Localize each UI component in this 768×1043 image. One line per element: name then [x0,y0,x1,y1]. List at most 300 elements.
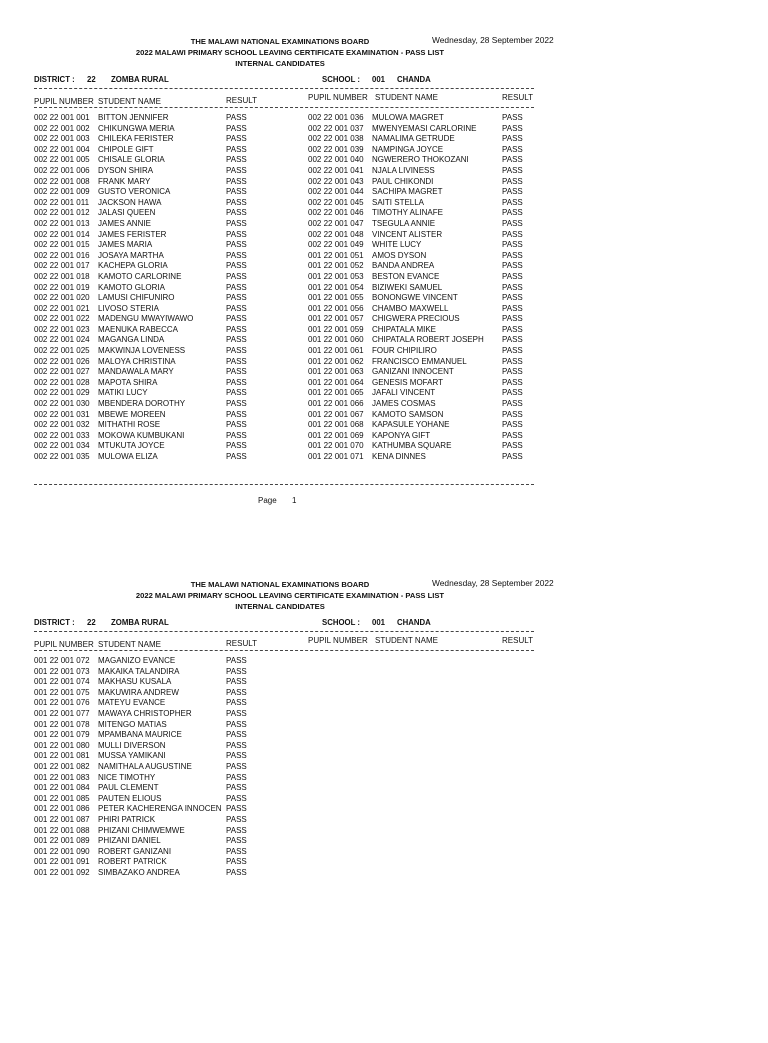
pupil-number: 001 22 001 073 [34,666,90,676]
pupil-number: 002 22 001 004 [34,144,90,154]
col-student-name: STUDENT NAME [98,97,161,106]
result: PASS [226,687,247,697]
result: PASS [502,113,523,122]
result: PASS [502,346,523,356]
result: PASS [226,857,247,867]
result: PASS [502,271,523,281]
student-name: BONONGWE VINCENT [372,293,458,303]
student-name: PAUTEN ELIOUS [98,793,162,803]
exam-title: 2022 MALAWI PRIMARY SCHOOL LEAVING CERTIFICATE EXAMINATION - PASS LIST [135,48,445,57]
result: PASS [226,335,247,345]
student-name: MAENUKA RABECCA [98,324,179,334]
student-name: GUSTO VERONICA [98,187,171,197]
student-name: NAMPINGA JOYCE [372,144,444,154]
student-name: SIMBAZAKO ANDREA [98,867,180,877]
result: PASS [226,113,247,122]
pupil-number: 002 22 001 017 [34,261,90,271]
pupil-number: 002 22 001 031 [34,409,90,419]
student-name: NJALA LIVINESS [372,165,435,175]
student-name: BESTON EVANCE [372,271,440,281]
result: PASS [226,134,247,144]
student-name: LIVOSO STERIA [98,303,159,313]
result: PASS [502,293,523,303]
result: PASS [226,698,247,708]
result: PASS [226,356,247,366]
student-name: MATEYU EVANCE [98,698,166,708]
pupil-number: 002 22 001 046 [308,208,364,218]
pupil-number: 001 22 001 077 [34,708,90,718]
result: PASS [226,123,247,133]
student-name: MALOYA CHRISTINA [98,356,176,366]
pupil-number: 001 22 001 052 [308,261,364,271]
student-name: MADENGU MWAYIWAWO [98,314,194,324]
result: PASS [502,356,523,366]
student-name: JAMES MARIA [98,240,153,250]
student-name: MAGANGA LINDA [98,335,165,345]
pupil-number: 001 22 001 071 [308,452,364,461]
pupil-number: 001 22 001 057 [308,314,364,324]
pupil-number: 002 22 001 034 [34,441,90,451]
student-name: VINCENT ALISTER [372,229,443,239]
result: PASS [226,324,247,334]
school-label: SCHOOL : [322,75,360,84]
pupil-number: 001 22 001 067 [308,409,364,419]
pupil-number: 002 22 001 005 [34,155,90,165]
student-name: ROBERT GANIZANI [98,846,172,856]
result: PASS [502,123,523,133]
pupil-number: 002 22 001 030 [34,399,90,409]
student-name: PHIRI PATRICK [98,814,156,824]
student-name: MAKWINJA LOVENESS [98,346,186,356]
student-name: MITENGO MATIAS [98,719,167,729]
result: PASS [226,176,247,186]
pupil-number: 002 22 001 045 [308,197,364,207]
pupil-number: 002 22 001 008 [34,176,90,186]
pupil-number: 002 22 001 027 [34,367,90,377]
pupil-number: 002 22 001 016 [34,250,90,260]
result: PASS [502,388,523,398]
pupil-number: 001 22 001 084 [34,783,90,793]
pupil-number: 002 22 001 035 [34,452,90,461]
pupil-number: 001 22 001 089 [34,836,90,846]
student-name: MUSSA YAMIKANI [98,751,166,761]
pupil-number: 001 22 001 060 [308,335,364,345]
student-name: JOSAYA MARTHA [98,250,164,260]
pass-list-page-2 [0,543,768,1043]
pupil-number: 001 22 001 088 [34,825,90,835]
result: PASS [502,452,523,461]
student-name: FOUR CHIPILIRO [372,346,437,356]
pupil-number: 001 22 001 086 [34,804,90,814]
pupil-number: 002 22 001 001 [34,113,90,122]
result: PASS [226,165,247,175]
result: PASS [226,303,247,313]
pupil-number: 001 22 001 079 [34,730,90,740]
page-label: Page [258,496,277,505]
pupil-number: 001 22 001 068 [308,420,364,430]
pupil-number: 002 22 001 011 [34,197,90,207]
result: PASS [226,814,247,824]
student-name: KATHUMBA SQUARE [372,441,452,451]
student-name: KAMOTO CARLORINE [98,271,182,281]
col-pupil-number-right: PUPIL NUMBER [308,93,368,102]
student-name: KAMOTO SAMSON [372,409,444,419]
result: PASS [226,377,247,387]
district-name: ZOMBA RURAL [111,75,169,84]
pupil-number: 002 22 001 025 [34,346,90,356]
pupil-number: 001 22 001 074 [34,677,90,687]
pupil-number: 002 22 001 036 [308,113,364,122]
student-name: FRANK MARY [98,176,151,186]
pupil-number: 002 22 001 028 [34,377,90,387]
student-name: MAPOTA SHIRA [98,377,158,387]
student-name: SACHIPA MAGRET [372,187,443,197]
result: PASS [226,293,247,303]
student-name: MWENYEMASI CARLORINE [372,123,477,133]
result: PASS [226,666,247,676]
student-name: MTUKUTA JOYCE [98,441,165,451]
pupil-number: 002 22 001 044 [308,187,364,197]
pupil-number: 001 22 001 078 [34,719,90,729]
student-name: WHITE LUCY [372,240,422,250]
pupil-number: 001 22 001 054 [308,282,364,292]
result: PASS [226,783,247,793]
pupil-number: 002 22 001 020 [34,293,90,303]
pupil-number: 001 22 001 083 [34,772,90,782]
student-name: CHILEKA FERISTER [98,134,174,144]
col-pupil-number-right: PUPIL NUMBER [308,636,368,645]
pass-list-page-1 [0,0,768,505]
result: PASS [226,430,247,440]
pupil-number: 002 22 001 029 [34,388,90,398]
result: PASS [226,793,247,803]
col-pupil-number: PUPIL NUMBER [34,97,94,106]
pupil-number: 002 22 001 006 [34,165,90,175]
pupil-number: 002 22 001 013 [34,218,90,228]
pupil-number: 001 22 001 080 [34,740,90,750]
result: PASS [502,197,523,207]
school-name: CHANDA [397,618,431,627]
student-name: NICE TIMOTHY [98,772,156,782]
school-code: 001 [372,618,386,627]
divider [34,88,534,89]
result: PASS [226,740,247,750]
result: PASS [502,324,523,334]
board-title: THE MALAWI NATIONAL EXAMINATIONS BOARD [190,37,370,46]
result: PASS [502,367,523,377]
student-name: MAKUWIRA ANDREW [98,687,179,697]
divider [34,650,534,651]
student-name: KAPONYA GIFT [372,430,431,440]
student-name: ROBERT PATRICK [98,857,167,867]
result: PASS [502,176,523,186]
student-name: CHIKUNGWA MERIA [98,123,175,133]
student-name: CHIPATALA ROBERT JOSEPH [372,335,484,345]
pupil-number: 002 22 001 026 [34,356,90,366]
school-label: SCHOOL : [322,618,360,627]
student-name: CHIPOLE GIFT [98,144,154,154]
result: PASS [226,441,247,451]
student-name: MAGANIZO EVANCE [98,656,176,665]
result: PASS [226,708,247,718]
student-name: KAPASULE YOHANE [372,420,450,430]
result: PASS [502,314,523,324]
pupil-number: 002 22 001 040 [308,155,364,165]
pupil-number: 001 22 001 082 [34,761,90,771]
result: PASS [502,335,523,345]
col-result: RESULT [226,639,257,648]
district-label: DISTRICT : [34,75,75,84]
pupil-number: 001 22 001 051 [308,250,364,260]
pupil-number: 001 22 001 075 [34,687,90,697]
result: PASS [226,240,247,250]
pupil-number: 001 22 001 065 [308,388,364,398]
candidates-type: INTERNAL CANDIDATES [235,602,325,611]
result: PASS [226,218,247,228]
student-name: CHISALE GLORIA [98,155,165,165]
result: PASS [226,730,247,740]
pupil-number: 002 22 001 049 [308,240,364,250]
student-name: PHIZANI CHIMWEMWE [98,825,185,835]
student-name: TSEGULA ANNIE [372,218,436,228]
pupil-number: 001 22 001 062 [308,356,364,366]
result: PASS [226,804,247,814]
result: PASS [502,144,523,154]
pupil-number: 001 22 001 061 [308,346,364,356]
result: PASS [226,250,247,260]
result: PASS [502,187,523,197]
student-name: GENESIS MOFART [372,377,443,387]
student-name: MULLI DIVERSON [98,740,166,750]
result: PASS [502,409,523,419]
result: PASS [226,314,247,324]
pupil-number: 002 22 001 033 [34,430,90,440]
result: PASS [226,187,247,197]
result: PASS [226,388,247,398]
result: PASS [226,367,247,377]
pupil-number: 001 22 001 092 [34,867,90,877]
result: PASS [226,261,247,271]
result: PASS [226,836,247,846]
divider [34,631,534,632]
result: PASS [502,155,523,165]
result: PASS [226,761,247,771]
result: PASS [502,430,523,440]
pupil-number: 002 22 001 037 [308,123,364,133]
result: PASS [502,420,523,430]
col-result: RESULT [226,96,257,105]
pupil-number: 002 22 001 039 [308,144,364,154]
student-name: NAMALIMA GETRUDE [372,134,455,144]
report-date: Wednesday, 28 September 2022 [432,35,554,45]
exam-title: 2022 MALAWI PRIMARY SCHOOL LEAVING CERTIFICATE EXAMINATION - PASS LIST [135,591,445,600]
result: PASS [226,867,247,877]
district-name: ZOMBA RURAL [111,618,169,627]
result: PASS [502,441,523,451]
result: PASS [502,218,523,228]
result: PASS [502,303,523,313]
divider [34,484,534,485]
pupil-number: 001 22 001 091 [34,857,90,867]
result: PASS [226,197,247,207]
student-name: MBEWE MOREEN [98,409,166,419]
student-name: BITTON JENNIFER [98,113,169,122]
pupil-number: 002 22 001 048 [308,229,364,239]
candidates-type: INTERNAL CANDIDATES [235,59,325,68]
result: PASS [226,271,247,281]
result: PASS [502,229,523,239]
pupil-number: 002 22 001 023 [34,324,90,334]
result: PASS [502,165,523,175]
result: PASS [226,346,247,356]
pupil-number: 002 22 001 019 [34,282,90,292]
pupil-number: 001 22 001 066 [308,399,364,409]
pupil-number: 002 22 001 032 [34,420,90,430]
pupil-number: 002 22 001 047 [308,218,364,228]
divider [34,107,534,108]
student-name: BANDA ANDREA [372,261,435,271]
district-label: DISTRICT : [34,618,75,627]
result: PASS [502,240,523,250]
report-date: Wednesday, 28 September 2022 [432,578,554,588]
student-name: GANIZANI INNOCENT [372,367,454,377]
result: PASS [226,155,247,165]
student-name: MPAMBANA MAURICE [98,730,182,740]
student-name: CHIGWERA PRECIOUS [372,314,460,324]
result: PASS [226,144,247,154]
result: PASS [226,677,247,687]
pupil-number: 001 22 001 076 [34,698,90,708]
student-name: JAMES ANNIE [98,218,151,228]
student-name: TIMOTHY ALINAFE [372,208,443,218]
student-name: BIZIWEKI SAMUEL [372,282,443,292]
pupil-number: 001 22 001 081 [34,751,90,761]
district-code: 22 [87,75,96,84]
result: PASS [502,282,523,292]
result: PASS [226,751,247,761]
pupil-number: 001 22 001 059 [308,324,364,334]
student-name: NGWERERO THOKOZANI [372,155,469,165]
pupil-number: 001 22 001 064 [308,377,364,387]
result: PASS [226,772,247,782]
result: PASS [226,409,247,419]
student-name: FRANCISCO EMMANUEL [372,356,467,366]
board-title: THE MALAWI NATIONAL EXAMINATIONS BOARD [190,580,370,589]
student-name: PAUL CLEMENT [98,783,159,793]
student-name: MITHATHI ROSE [98,420,161,430]
student-name: PETER KACHERENGA INNOCEN [98,804,222,814]
district-code: 22 [87,618,96,627]
student-name: LAMUSI CHIFUNIRO [98,293,175,303]
pupil-number: 002 22 001 018 [34,271,90,281]
col-student-name: STUDENT NAME [98,640,161,649]
pupil-number: 002 22 001 003 [34,134,90,144]
student-name: JAFALI VINCENT [372,388,436,398]
result: PASS [226,452,247,461]
result: PASS [226,825,247,835]
result: PASS [226,282,247,292]
student-name: MULOWA MAGRET [372,113,444,122]
student-name: MAWAYA CHRISTOPHER [98,708,192,718]
pupil-number: 001 22 001 072 [34,656,90,665]
result: PASS [226,846,247,856]
student-name: MOKOWA KUMBUKANI [98,430,185,440]
result: PASS [502,134,523,144]
student-name: JALASI QUEEN [98,208,156,218]
pupil-number: 001 22 001 087 [34,814,90,824]
result: PASS [226,229,247,239]
pupil-number: 002 22 001 022 [34,314,90,324]
col-pupil-number: PUPIL NUMBER [34,640,94,649]
pupil-number: 002 22 001 009 [34,187,90,197]
pupil-number: 002 22 001 024 [34,335,90,345]
col-student-name-right: STUDENT NAME [375,636,438,645]
student-name: MATIKI LUCY [98,388,148,398]
pupil-number: 002 22 001 041 [308,165,364,175]
pupil-number: 001 22 001 070 [308,441,364,451]
student-name: NAMITHALA AUGUSTINE [98,761,192,771]
student-name: JAMES COSMAS [372,399,436,409]
student-name: MULOWA ELIZA [98,452,158,461]
pupil-number: 001 22 001 063 [308,367,364,377]
student-name: DYSON SHIRA [98,165,154,175]
student-name: SAITI STELLA [372,197,425,207]
pupil-number: 001 22 001 053 [308,271,364,281]
pupil-number: 001 22 001 055 [308,293,364,303]
pupil-number: 001 22 001 069 [308,430,364,440]
pupil-number: 002 22 001 043 [308,176,364,186]
result: PASS [226,719,247,729]
student-name: MAKHASU KUSALA [98,677,172,687]
result: PASS [502,399,523,409]
result: PASS [502,377,523,387]
student-name: PAUL CHIKONDI [372,176,434,186]
student-name: KAMOTO GLORIA [98,282,165,292]
school-name: CHANDA [397,75,431,84]
student-name: CHAMBO MAXWELL [372,303,449,313]
page-number: 1 [292,496,297,505]
result: PASS [226,656,247,665]
student-name: CHIPATALA MIKE [372,324,437,334]
student-name: MAKAIKA TALANDIRA [98,666,180,676]
result: PASS [226,420,247,430]
col-result-right: RESULT [502,636,533,645]
pupil-number: 002 22 001 002 [34,123,90,133]
student-name: MANDAWALA MARY [98,367,174,377]
pupil-number: 001 22 001 085 [34,793,90,803]
pupil-number: 001 22 001 090 [34,846,90,856]
student-name: MBENDERA DOROTHY [98,399,186,409]
pupil-number: 001 22 001 056 [308,303,364,313]
result: PASS [226,399,247,409]
col-student-name-right: STUDENT NAME [375,93,438,102]
student-name: JAMES FERISTER [98,229,167,239]
student-name: PHIZANI DANIEL [98,836,161,846]
student-name: JACKSON HAWA [98,197,162,207]
student-name: KENA DINNES [372,452,426,461]
pupil-number: 002 22 001 012 [34,208,90,218]
student-name: AMOS DYSON [372,250,427,260]
school-code: 001 [372,75,386,84]
col-result-right: RESULT [502,93,533,102]
result: PASS [502,250,523,260]
result: PASS [502,208,523,218]
pupil-number: 002 22 001 015 [34,240,90,250]
pupil-number: 002 22 001 038 [308,134,364,144]
result: PASS [502,261,523,271]
pupil-number: 002 22 001 021 [34,303,90,313]
student-name: KACHEPA GLORIA [98,261,168,271]
